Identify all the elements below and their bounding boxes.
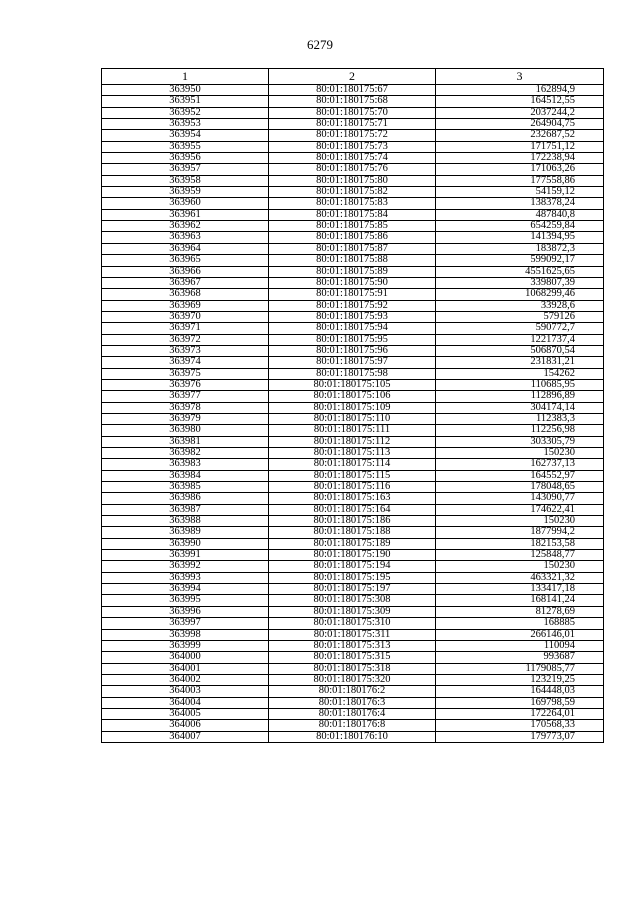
cadastral-number-cell: 80:01:180175:188 bbox=[269, 527, 436, 538]
row-number-cell: 363979 bbox=[102, 413, 269, 424]
value-cell: 112896,89 bbox=[436, 391, 604, 402]
table-row bbox=[102, 334, 604, 345]
row-number-cell: 363972 bbox=[102, 334, 269, 345]
table-row bbox=[102, 482, 604, 493]
row-number-cell: 363986 bbox=[102, 493, 269, 504]
table-row bbox=[102, 550, 604, 561]
row-number-cell: 364003 bbox=[102, 686, 269, 697]
value-cell: 4551625,65 bbox=[436, 266, 604, 277]
cadastral-number-cell: 80:01:180175:87 bbox=[269, 243, 436, 254]
row-number-cell: 364005 bbox=[102, 708, 269, 719]
row-number-cell: 363962 bbox=[102, 221, 269, 232]
cadastral-number-cell: 80:01:180176:3 bbox=[269, 697, 436, 708]
row-number-cell: 363993 bbox=[102, 572, 269, 583]
table-row bbox=[102, 516, 604, 527]
value-cell: 264904,75 bbox=[436, 119, 604, 130]
value-cell: 182153,58 bbox=[436, 538, 604, 549]
cadastral-number-cell: 80:01:180175:97 bbox=[269, 357, 436, 368]
table-row bbox=[102, 584, 604, 595]
value-cell: 177558,86 bbox=[436, 175, 604, 186]
cadastral-number-cell: 80:01:180175:318 bbox=[269, 663, 436, 674]
row-number-cell: 363982 bbox=[102, 448, 269, 459]
table-row bbox=[102, 379, 604, 390]
row-number-cell: 363995 bbox=[102, 595, 269, 606]
cadastral-number-cell: 80:01:180175:186 bbox=[269, 516, 436, 527]
row-number-cell: 363956 bbox=[102, 153, 269, 164]
table-row bbox=[102, 561, 604, 572]
value-cell: 304174,14 bbox=[436, 402, 604, 413]
row-number-cell: 363994 bbox=[102, 584, 269, 595]
value-cell: 33928,6 bbox=[436, 300, 604, 311]
table-row bbox=[102, 107, 604, 118]
value-cell: 179773,07 bbox=[436, 731, 604, 742]
table-row bbox=[102, 391, 604, 402]
table-row bbox=[102, 243, 604, 254]
value-cell: 174622,41 bbox=[436, 504, 604, 515]
cadastral-number-cell: 80:01:180175:309 bbox=[269, 606, 436, 617]
value-cell: 993687 bbox=[436, 652, 604, 663]
column-header-1: 1 bbox=[102, 69, 269, 85]
cadastral-number-cell: 80:01:180175:110 bbox=[269, 413, 436, 424]
value-cell: 171751,12 bbox=[436, 141, 604, 152]
table-row bbox=[102, 595, 604, 606]
value-cell: 169798,59 bbox=[436, 697, 604, 708]
cadastral-number-cell: 80:01:180175:163 bbox=[269, 493, 436, 504]
value-cell: 590772,7 bbox=[436, 323, 604, 334]
row-number-cell: 363954 bbox=[102, 130, 269, 141]
value-cell: 266146,01 bbox=[436, 629, 604, 640]
table-row bbox=[102, 629, 604, 640]
cadastral-number-cell: 80:01:180175:96 bbox=[269, 345, 436, 356]
table-row bbox=[102, 708, 604, 719]
table-row bbox=[102, 277, 604, 288]
cadastral-number-cell: 80:01:180175:112 bbox=[269, 436, 436, 447]
cadastral-number-cell: 80:01:180175:315 bbox=[269, 652, 436, 663]
row-number-cell: 363999 bbox=[102, 640, 269, 651]
value-cell: 1179085,77 bbox=[436, 663, 604, 674]
table-body bbox=[102, 85, 604, 743]
cadastral-number-cell: 80:01:180175:114 bbox=[269, 459, 436, 470]
table-row bbox=[102, 618, 604, 629]
cadastral-number-cell: 80:01:180175:311 bbox=[269, 629, 436, 640]
table-row bbox=[102, 663, 604, 674]
cadastral-number-cell: 80:01:180175:164 bbox=[269, 504, 436, 515]
row-number-cell: 363991 bbox=[102, 550, 269, 561]
table-row bbox=[102, 300, 604, 311]
value-cell: 1068299,46 bbox=[436, 289, 604, 300]
cadastral-number-cell: 80:01:180175:72 bbox=[269, 130, 436, 141]
cadastral-number-cell: 80:01:180175:310 bbox=[269, 618, 436, 629]
value-cell: 112256,98 bbox=[436, 425, 604, 436]
table-row bbox=[102, 119, 604, 130]
table-row bbox=[102, 470, 604, 481]
value-cell: 54159,12 bbox=[436, 187, 604, 198]
table-row bbox=[102, 538, 604, 549]
cadastral-number-cell: 80:01:180175:76 bbox=[269, 164, 436, 175]
table-row bbox=[102, 368, 604, 379]
row-number-cell: 363961 bbox=[102, 209, 269, 220]
cadastral-number-cell: 80:01:180175:105 bbox=[269, 379, 436, 390]
table-row bbox=[102, 402, 604, 413]
value-cell: 170568,33 bbox=[436, 720, 604, 731]
cadastral-number-cell: 80:01:180175:70 bbox=[269, 107, 436, 118]
table-row bbox=[102, 323, 604, 334]
table-row bbox=[102, 198, 604, 209]
value-cell: 168141,24 bbox=[436, 595, 604, 606]
table-row bbox=[102, 459, 604, 470]
cadastral-number-cell: 80:01:180175:320 bbox=[269, 674, 436, 685]
table-row bbox=[102, 255, 604, 266]
cadastral-number-cell: 80:01:180175:190 bbox=[269, 550, 436, 561]
table-row bbox=[102, 187, 604, 198]
table-row bbox=[102, 448, 604, 459]
value-cell: 178048,65 bbox=[436, 482, 604, 493]
table-row bbox=[102, 413, 604, 424]
value-cell: 112383,3 bbox=[436, 413, 604, 424]
row-number-cell: 363984 bbox=[102, 470, 269, 481]
value-cell: 171063,26 bbox=[436, 164, 604, 175]
row-number-cell: 363998 bbox=[102, 629, 269, 640]
value-cell: 1221737,4 bbox=[436, 334, 604, 345]
cadastral-number-cell: 80:01:180175:91 bbox=[269, 289, 436, 300]
value-cell: 164448,03 bbox=[436, 686, 604, 697]
column-header-3: 3 bbox=[436, 69, 604, 85]
table-row bbox=[102, 504, 604, 515]
value-cell: 231831,21 bbox=[436, 357, 604, 368]
value-cell: 172264,01 bbox=[436, 708, 604, 719]
table-row bbox=[102, 493, 604, 504]
row-number-cell: 363970 bbox=[102, 311, 269, 322]
row-number-cell: 363983 bbox=[102, 459, 269, 470]
row-number-cell: 363964 bbox=[102, 243, 269, 254]
value-cell: 141394,95 bbox=[436, 232, 604, 243]
cadastral-number-cell: 80:01:180175:71 bbox=[269, 119, 436, 130]
table-row bbox=[102, 652, 604, 663]
value-cell: 1877994,2 bbox=[436, 527, 604, 538]
table-row bbox=[102, 527, 604, 538]
value-cell: 150230 bbox=[436, 448, 604, 459]
cadastral-number-cell: 80:01:180175:85 bbox=[269, 221, 436, 232]
cadastral-number-cell: 80:01:180175:86 bbox=[269, 232, 436, 243]
cadastral-number-cell: 80:01:180175:67 bbox=[269, 85, 436, 96]
row-number-cell: 363976 bbox=[102, 379, 269, 390]
cadastral-number-cell: 80:01:180175:115 bbox=[269, 470, 436, 481]
row-number-cell: 363997 bbox=[102, 618, 269, 629]
row-number-cell: 363967 bbox=[102, 277, 269, 288]
cadastral-number-cell: 80:01:180175:194 bbox=[269, 561, 436, 572]
value-cell: 183872,3 bbox=[436, 243, 604, 254]
table-row bbox=[102, 153, 604, 164]
value-cell: 2037244,2 bbox=[436, 107, 604, 118]
cadastral-number-cell: 80:01:180175:109 bbox=[269, 402, 436, 413]
cadastral-number-cell: 80:01:180175:83 bbox=[269, 198, 436, 209]
cadastral-number-cell: 80:01:180175:313 bbox=[269, 640, 436, 651]
value-cell: 162737,13 bbox=[436, 459, 604, 470]
table-row bbox=[102, 96, 604, 107]
table-row bbox=[102, 289, 604, 300]
cadastral-number-cell: 80:01:180175:68 bbox=[269, 96, 436, 107]
table-row bbox=[102, 357, 604, 368]
row-number-cell: 363996 bbox=[102, 606, 269, 617]
value-cell: 164552,97 bbox=[436, 470, 604, 481]
cadastral-number-cell: 80:01:180175:95 bbox=[269, 334, 436, 345]
table-row bbox=[102, 606, 604, 617]
row-number-cell: 364007 bbox=[102, 731, 269, 742]
table-row bbox=[102, 164, 604, 175]
value-cell: 123219,25 bbox=[436, 674, 604, 685]
row-number-cell: 364004 bbox=[102, 697, 269, 708]
cadastral-number-cell: 80:01:180175:88 bbox=[269, 255, 436, 266]
table-row bbox=[102, 720, 604, 731]
cadastral-number-cell: 80:01:180175:113 bbox=[269, 448, 436, 459]
value-cell: 579126 bbox=[436, 311, 604, 322]
row-number-cell: 363955 bbox=[102, 141, 269, 152]
table-row bbox=[102, 266, 604, 277]
cadastral-number-cell: 80:01:180176:4 bbox=[269, 708, 436, 719]
cadastral-number-cell: 80:01:180175:74 bbox=[269, 153, 436, 164]
table-row bbox=[102, 572, 604, 583]
table-row bbox=[102, 731, 604, 742]
row-number-cell: 363987 bbox=[102, 504, 269, 515]
cadastral-number-cell: 80:01:180175:116 bbox=[269, 482, 436, 493]
row-number-cell: 363981 bbox=[102, 436, 269, 447]
row-number-cell: 363977 bbox=[102, 391, 269, 402]
row-number-cell: 363974 bbox=[102, 357, 269, 368]
table-row bbox=[102, 175, 604, 186]
table-row bbox=[102, 640, 604, 651]
value-cell: 143090,77 bbox=[436, 493, 604, 504]
table-row bbox=[102, 436, 604, 447]
cadastral-number-cell: 80:01:180175:89 bbox=[269, 266, 436, 277]
row-number-cell: 363969 bbox=[102, 300, 269, 311]
table-row bbox=[102, 209, 604, 220]
cadastral-number-cell: 80:01:180175:195 bbox=[269, 572, 436, 583]
table-row bbox=[102, 697, 604, 708]
value-cell: 110094 bbox=[436, 640, 604, 651]
value-cell: 303305,79 bbox=[436, 436, 604, 447]
cadastral-number-cell: 80:01:180175:111 bbox=[269, 425, 436, 436]
column-header-2: 2 bbox=[269, 69, 436, 85]
row-number-cell: 363951 bbox=[102, 96, 269, 107]
row-number-cell: 363960 bbox=[102, 198, 269, 209]
row-number-cell: 363965 bbox=[102, 255, 269, 266]
row-number-cell: 363950 bbox=[102, 85, 269, 96]
registry-table bbox=[101, 68, 604, 743]
value-cell: 232687,52 bbox=[436, 130, 604, 141]
value-cell: 138378,24 bbox=[436, 198, 604, 209]
row-number-cell: 363980 bbox=[102, 425, 269, 436]
value-cell: 81278,69 bbox=[436, 606, 604, 617]
table-row bbox=[102, 85, 604, 96]
row-number-cell: 363989 bbox=[102, 527, 269, 538]
row-number-cell: 363973 bbox=[102, 345, 269, 356]
row-number-cell: 363959 bbox=[102, 187, 269, 198]
cadastral-number-cell: 80:01:180175:92 bbox=[269, 300, 436, 311]
cadastral-number-cell: 80:01:180175:308 bbox=[269, 595, 436, 606]
table-row bbox=[102, 130, 604, 141]
table-row bbox=[102, 686, 604, 697]
value-cell: 125848,77 bbox=[436, 550, 604, 561]
row-number-cell: 363966 bbox=[102, 266, 269, 277]
row-number-cell: 364000 bbox=[102, 652, 269, 663]
row-number-cell: 363975 bbox=[102, 368, 269, 379]
page-number: 6279 bbox=[307, 37, 333, 52]
cadastral-number-cell: 80:01:180175:189 bbox=[269, 538, 436, 549]
table-row bbox=[102, 345, 604, 356]
value-cell: 162894,9 bbox=[436, 85, 604, 96]
value-cell: 150230 bbox=[436, 516, 604, 527]
cadastral-number-cell: 80:01:180175:98 bbox=[269, 368, 436, 379]
value-cell: 463321,32 bbox=[436, 572, 604, 583]
row-number-cell: 363971 bbox=[102, 323, 269, 334]
cadastral-number-cell: 80:01:180175:93 bbox=[269, 311, 436, 322]
row-number-cell: 363990 bbox=[102, 538, 269, 549]
row-number-cell: 363958 bbox=[102, 175, 269, 186]
cadastral-number-cell: 80:01:180176:10 bbox=[269, 731, 436, 742]
table-row bbox=[102, 425, 604, 436]
value-cell: 654259,84 bbox=[436, 221, 604, 232]
row-number-cell: 363992 bbox=[102, 561, 269, 572]
cadastral-number-cell: 80:01:180176:8 bbox=[269, 720, 436, 731]
cadastral-number-cell: 80:01:180175:197 bbox=[269, 584, 436, 595]
row-number-cell: 363968 bbox=[102, 289, 269, 300]
value-cell: 154262 bbox=[436, 368, 604, 379]
row-number-cell: 363952 bbox=[102, 107, 269, 118]
row-number-cell: 363978 bbox=[102, 402, 269, 413]
value-cell: 487840,8 bbox=[436, 209, 604, 220]
value-cell: 599092,17 bbox=[436, 255, 604, 266]
row-number-cell: 364006 bbox=[102, 720, 269, 731]
table-row bbox=[102, 674, 604, 685]
value-cell: 110685,95 bbox=[436, 379, 604, 390]
cadastral-number-cell: 80:01:180175:82 bbox=[269, 187, 436, 198]
value-cell: 339807,39 bbox=[436, 277, 604, 288]
value-cell: 133417,18 bbox=[436, 584, 604, 595]
row-number-cell: 364002 bbox=[102, 674, 269, 685]
cadastral-number-cell: 80:01:180175:94 bbox=[269, 323, 436, 334]
value-cell: 164512,55 bbox=[436, 96, 604, 107]
row-number-cell: 364001 bbox=[102, 663, 269, 674]
table-row bbox=[102, 232, 604, 243]
value-cell: 506870,54 bbox=[436, 345, 604, 356]
cadastral-number-cell: 80:01:180175:90 bbox=[269, 277, 436, 288]
table-row bbox=[102, 311, 604, 322]
value-cell: 172238,94 bbox=[436, 153, 604, 164]
table-header-row bbox=[102, 69, 604, 85]
value-cell: 150230 bbox=[436, 561, 604, 572]
row-number-cell: 363957 bbox=[102, 164, 269, 175]
row-number-cell: 363963 bbox=[102, 232, 269, 243]
table-row bbox=[102, 221, 604, 232]
row-number-cell: 363985 bbox=[102, 482, 269, 493]
row-number-cell: 363988 bbox=[102, 516, 269, 527]
table-row bbox=[102, 141, 604, 152]
cadastral-number-cell: 80:01:180175:106 bbox=[269, 391, 436, 402]
cadastral-number-cell: 80:01:180175:80 bbox=[269, 175, 436, 186]
cadastral-number-cell: 80:01:180175:84 bbox=[269, 209, 436, 220]
row-number-cell: 363953 bbox=[102, 119, 269, 130]
cadastral-number-cell: 80:01:180175:73 bbox=[269, 141, 436, 152]
cadastral-number-cell: 80:01:180176:2 bbox=[269, 686, 436, 697]
value-cell: 168885 bbox=[436, 618, 604, 629]
